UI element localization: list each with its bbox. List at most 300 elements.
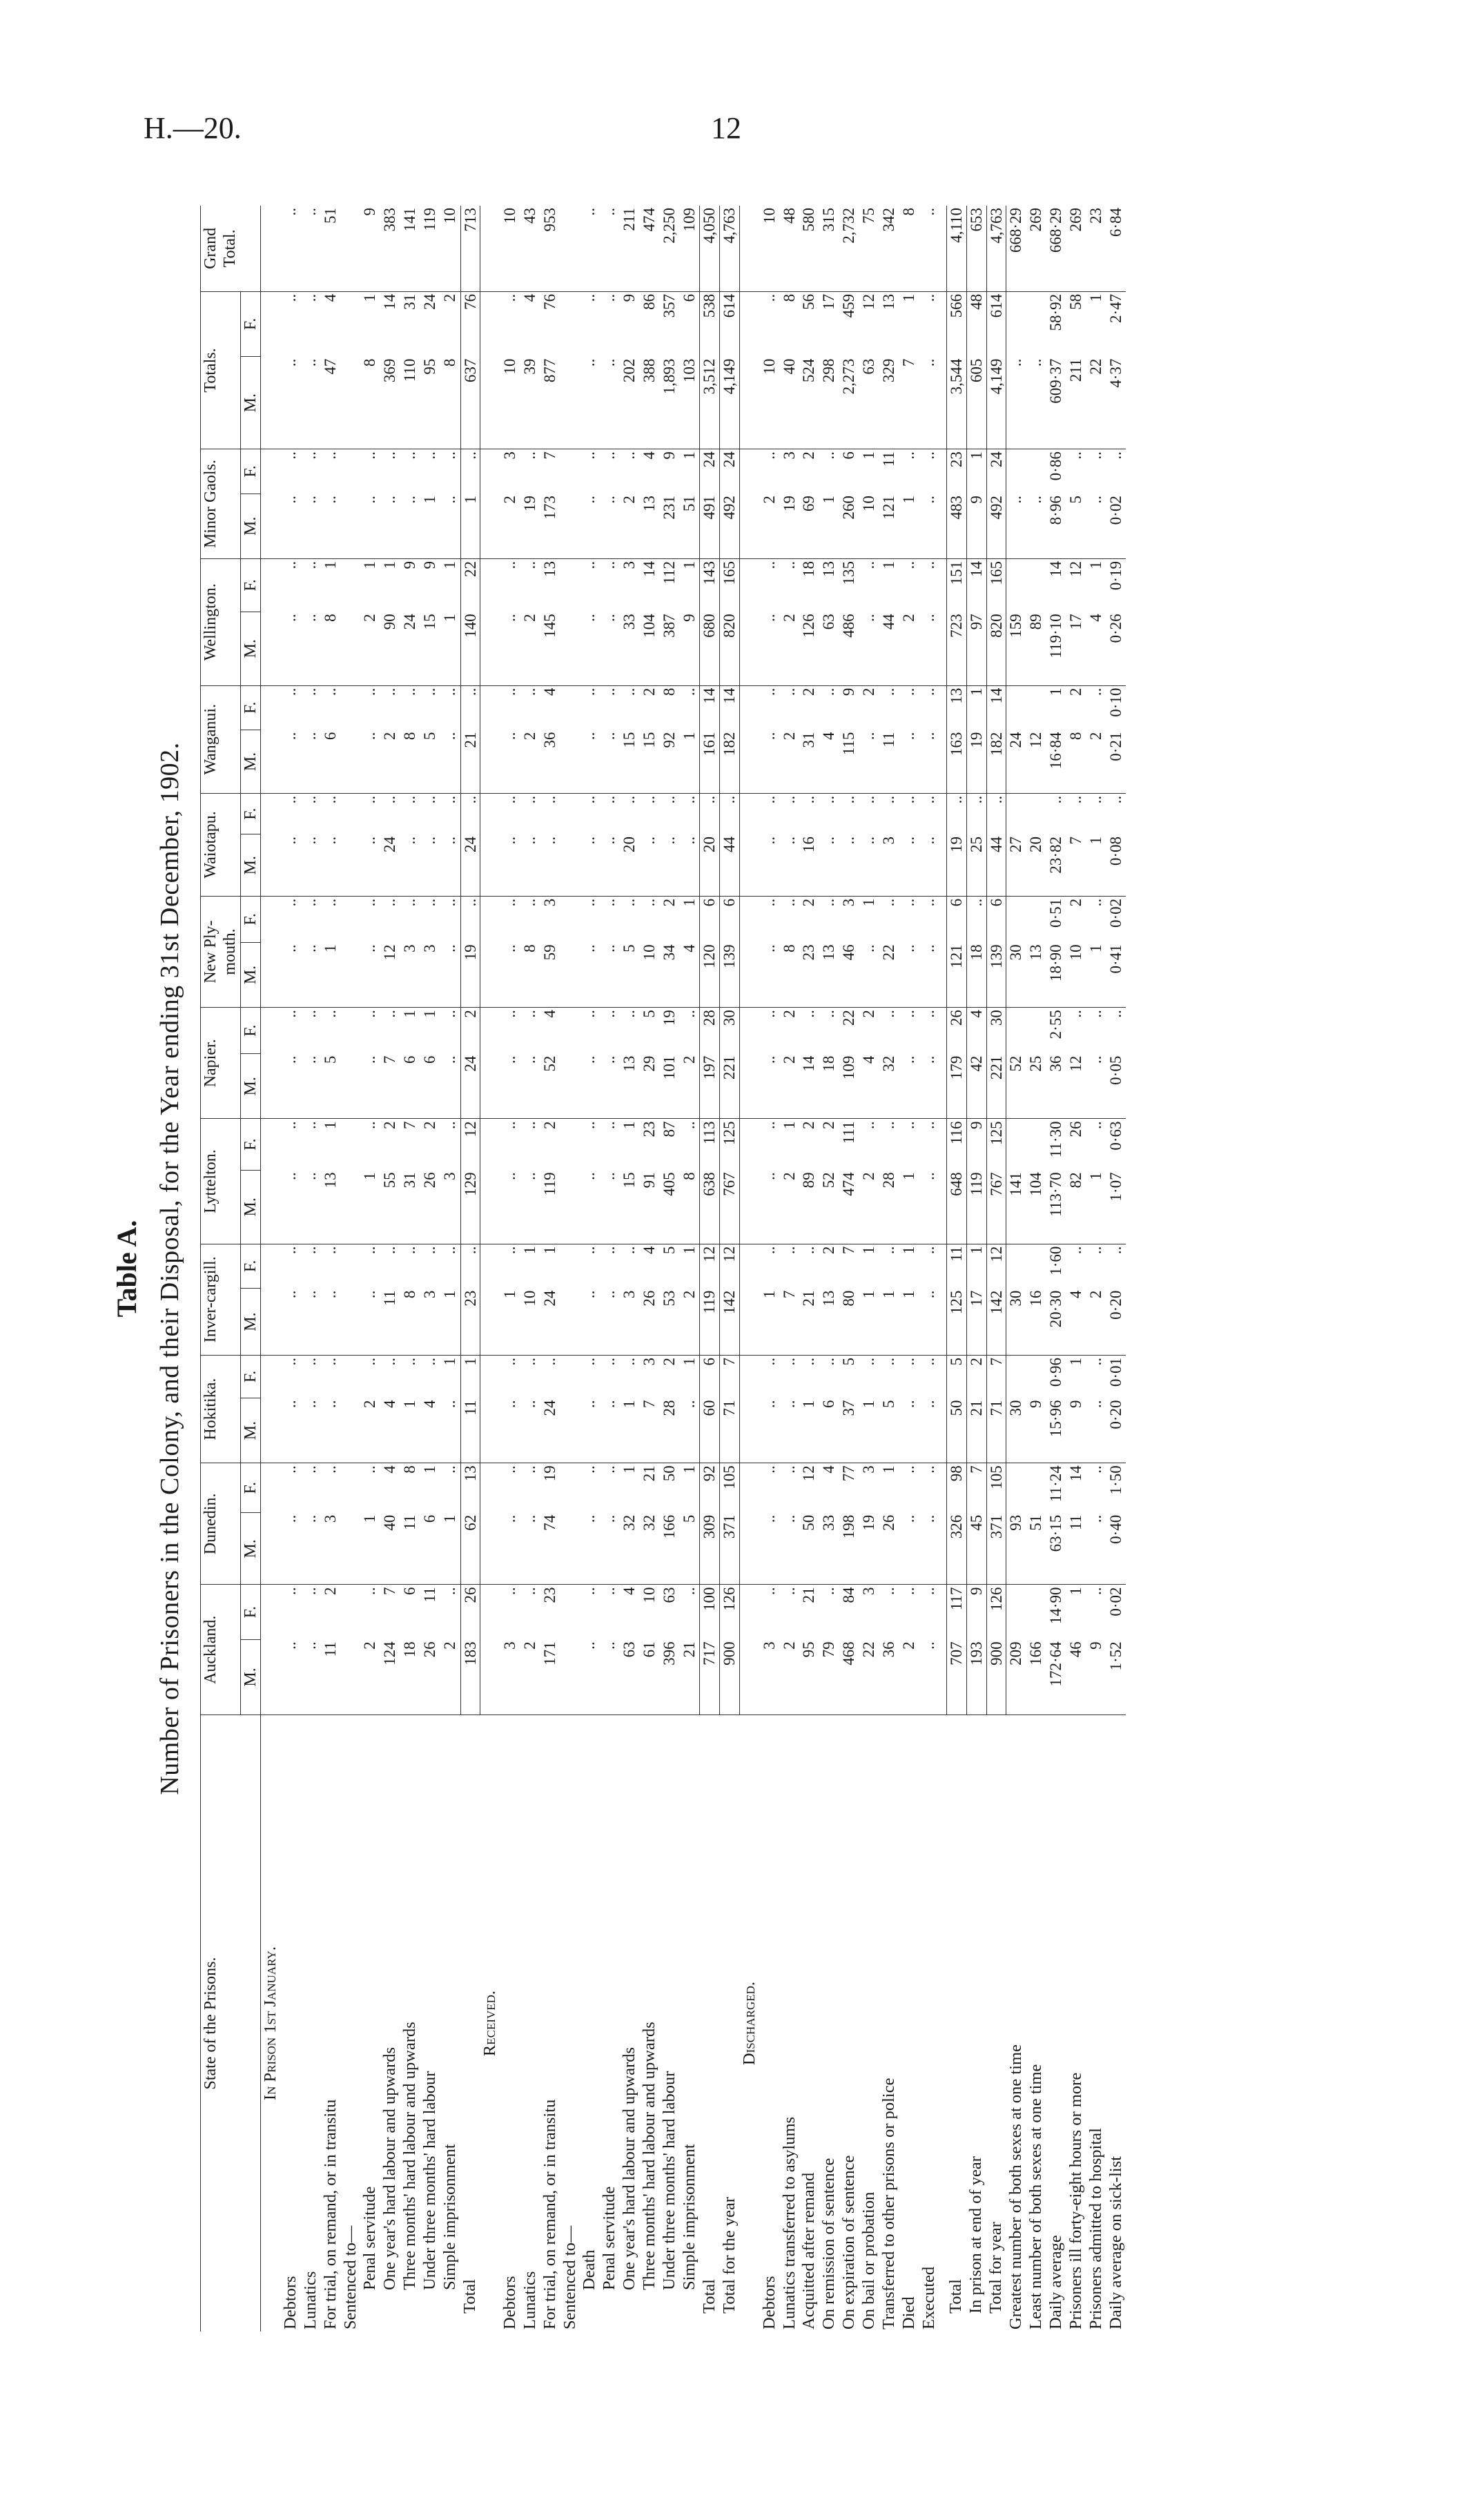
cell-value: ..: [321, 1246, 339, 1255]
prisoners-table: [200, 206, 1126, 2332]
cell-value: 1: [680, 1465, 698, 1474]
cell-value: 7: [899, 357, 919, 449]
cell-value: 20·30: [1046, 1289, 1066, 1356]
cell-value: 24: [380, 834, 400, 896]
cell-value: ..: [621, 451, 638, 460]
cell-value: ..: [281, 687, 299, 696]
cell-value: ..: [500, 687, 518, 696]
header-female: F.: [240, 793, 260, 834]
cell-value: ..: [621, 1010, 638, 1018]
cell-value: ..: [580, 494, 600, 558]
cell-value: 126: [720, 1585, 740, 1639]
cell-value: 59: [540, 942, 560, 1007]
cell-value: ..: [680, 1010, 698, 1018]
cell-value: ..: [840, 795, 858, 804]
cell-value: ..: [421, 795, 439, 804]
cell-value: 1: [420, 494, 440, 558]
cell-value: 103: [680, 357, 700, 449]
header-male: M.: [240, 1639, 260, 1714]
cell-value: 2: [1086, 1289, 1106, 1356]
cell-value: 52: [819, 1170, 839, 1244]
cell-value: 33: [620, 612, 640, 685]
cell-value: ..: [421, 898, 439, 907]
cell-value: ..: [301, 494, 321, 558]
cell-value: 3: [540, 898, 558, 907]
cell-value: ..: [381, 1246, 399, 1255]
cell-value: 2: [860, 687, 878, 696]
cell-value: ..: [899, 795, 917, 804]
cell-value: 24: [400, 612, 420, 685]
cell-value: 26: [420, 1639, 440, 1714]
cell-value: ..: [440, 834, 460, 896]
cell-value: 13: [640, 494, 660, 558]
cell-value: ..: [880, 898, 898, 907]
header-female: F.: [240, 685, 260, 730]
cell-value: ..: [360, 942, 380, 1007]
cell-value: ..: [500, 1246, 518, 1255]
cell-value: ..: [880, 1121, 898, 1129]
row-label: Executed: [919, 2266, 938, 2329]
cell-value: 11·30: [1046, 1121, 1064, 1158]
cell-value: 388: [640, 357, 660, 449]
cell-value: 5: [946, 1355, 966, 1398]
cell-value: ..: [580, 795, 598, 804]
cell-value: [341, 1289, 361, 1356]
cell-value: 13: [880, 293, 898, 310]
cell-value: 22: [859, 1639, 879, 1714]
cell-value: ..: [919, 293, 937, 302]
cell-value: 24: [460, 834, 480, 896]
header-male: M.: [240, 1513, 260, 1585]
cell-value: 30: [1006, 942, 1026, 1007]
cell-value: 6: [840, 451, 858, 460]
cell-value: ..: [460, 685, 480, 730]
cell-value: 10: [760, 206, 780, 291]
cell-value: ..: [401, 451, 419, 460]
cell-value: 14: [986, 685, 1006, 730]
cell-value: ..: [361, 795, 379, 804]
cell-value: 11: [321, 1639, 341, 1714]
cell-value: ..: [520, 1465, 538, 1474]
cell-value: 3: [860, 1465, 878, 1474]
cell-value: ..: [1066, 1246, 1084, 1255]
cell-value: 50: [661, 1465, 678, 1482]
cell-value: ..: [281, 1639, 301, 1714]
cell-value: 0·02: [1106, 1587, 1124, 1616]
cell-value: ..: [381, 687, 399, 696]
cell-value: 6: [401, 1587, 419, 1595]
cell-value: ..: [360, 834, 380, 896]
cell-value: ..: [760, 687, 778, 696]
cell-value: 14: [641, 560, 658, 577]
cell-value: ..: [500, 1465, 518, 1474]
cell-value: 50: [799, 1513, 819, 1585]
row-label: On remission of sentence: [819, 2158, 839, 2329]
cell-value: 767: [720, 1170, 740, 1244]
cell-value: ..: [919, 560, 937, 569]
cell-value: [1006, 896, 1026, 942]
cell-value: ..: [421, 451, 439, 460]
cell-value: 668·29: [1046, 206, 1066, 291]
cell-value: 32: [620, 1513, 640, 1585]
cell-value: 165: [986, 558, 1006, 612]
cell-value: 1: [1046, 687, 1064, 696]
cell-value: 28: [660, 1398, 680, 1463]
header-male: M.: [240, 494, 260, 558]
cell-value: 21: [800, 1587, 818, 1603]
cell-value: 9: [1066, 1398, 1086, 1463]
cell-value: 0·41: [1106, 942, 1126, 1007]
cell-value: ..: [919, 942, 939, 1007]
cell-value: 24: [540, 1398, 560, 1463]
cell-value: ..: [621, 1357, 638, 1366]
cell-value: ..: [321, 1465, 339, 1474]
cell-value: [560, 896, 580, 942]
cell-value: [1006, 685, 1026, 730]
cell-value: ..: [321, 687, 339, 696]
cell-value: 92: [700, 1463, 720, 1513]
cell-value: 209: [1006, 1639, 1026, 1714]
section-heading: In Prison 1st January.: [260, 1946, 280, 2101]
header-male: M.: [240, 834, 260, 896]
cell-value: 637: [460, 357, 480, 449]
cell-value: 71: [986, 1398, 1006, 1463]
cell-value: ..: [321, 834, 341, 896]
cell-value: ..: [580, 1513, 600, 1585]
cell-value: 46: [1066, 1639, 1086, 1714]
cell-value: ..: [760, 898, 778, 907]
cell-value: 12: [1026, 730, 1046, 794]
cell-value: ..: [820, 1357, 838, 1366]
cell-value: 4: [321, 293, 339, 302]
cell-value: 74: [540, 1513, 560, 1585]
cell-value: 51: [680, 494, 700, 558]
cell-value: 19: [540, 1465, 558, 1482]
cell-value: 1: [780, 1121, 798, 1129]
cell-value: ..: [500, 898, 518, 907]
cell-value: ..: [301, 1465, 319, 1474]
cell-value: 28: [700, 1008, 720, 1054]
cell-value: ..: [441, 1465, 459, 1474]
cell-value: 139: [986, 942, 1006, 1007]
cell-value: 1: [321, 942, 341, 1007]
cell-value: 105: [720, 1463, 740, 1513]
cell-value: 11: [400, 1513, 420, 1585]
cell-value: ..: [760, 293, 778, 302]
cell-value: 11: [421, 1587, 439, 1603]
cell-value: ..: [281, 1054, 301, 1119]
cell-value: ..: [460, 896, 480, 942]
cell-value: 15: [640, 730, 660, 794]
cell-value: ..: [500, 560, 518, 569]
cell-value: 21: [799, 1289, 819, 1356]
cell-value: 0·02: [1106, 494, 1126, 558]
cell-value: 12: [1066, 1054, 1086, 1119]
cell-value: 18: [966, 942, 986, 1007]
cell-value: ..: [500, 1587, 518, 1595]
cell-value: 197: [700, 1054, 720, 1119]
cell-value: [560, 942, 580, 1007]
cell-value: 2: [520, 612, 540, 685]
cell-value: 4,149: [720, 357, 740, 449]
header-prison: Waiotapu.: [201, 793, 241, 896]
cell-value: 1: [680, 451, 698, 460]
cell-value: 79: [819, 1639, 839, 1714]
cell-value: [560, 834, 580, 896]
cell-value: ..: [580, 1357, 598, 1366]
cell-value: 166: [1026, 1639, 1046, 1714]
cell-value: 18: [819, 1054, 839, 1119]
cell-value: 211: [1066, 357, 1086, 449]
cell-value: 1·52: [1106, 1639, 1126, 1714]
cell-value: 3: [760, 1639, 780, 1714]
cell-value: ..: [1086, 1398, 1106, 1463]
cell-value: 143: [700, 558, 720, 612]
cell-value: ..: [919, 1121, 937, 1129]
header-female: F.: [240, 1585, 260, 1639]
cell-value: ..: [899, 560, 917, 569]
cell-value: ..: [1086, 687, 1104, 696]
cell-value: 491: [700, 494, 720, 558]
cell-value: 8: [400, 1289, 420, 1356]
cell-value: ..: [899, 451, 917, 460]
cell-value: 139: [720, 942, 740, 1007]
cell-value: ..: [321, 1010, 339, 1018]
cell-value: 39: [520, 357, 540, 449]
cell-value: ..: [460, 449, 480, 494]
cell-value: 13: [1026, 942, 1046, 1007]
cell-value: 101: [660, 1054, 680, 1119]
cell-value: 1: [361, 293, 379, 302]
cell-value: ..: [321, 898, 339, 907]
cell-value: ..: [621, 898, 638, 907]
cell-value: 31: [400, 1170, 420, 1244]
cell-value: ..: [1086, 1513, 1106, 1585]
cell-value: ..: [520, 1054, 540, 1119]
cell-value: 24: [421, 293, 439, 310]
cell-value: 2: [967, 1357, 985, 1366]
cell-value: ..: [500, 730, 520, 794]
cell-value: ..: [760, 1357, 778, 1366]
cell-value: ..: [601, 1246, 618, 1255]
cell-value: ..: [301, 560, 319, 569]
cell-value: 2: [641, 687, 658, 696]
cell-value: ..: [580, 834, 600, 896]
cell-value: 357: [661, 293, 678, 318]
cell-value: ..: [800, 1357, 818, 1366]
cell-value: 4·37: [1106, 357, 1126, 449]
cell-value: 13: [321, 1170, 341, 1244]
cell-value: 2,273: [839, 357, 859, 449]
cell-value: 1: [860, 898, 878, 907]
cell-value: 142: [986, 1289, 1006, 1356]
cell-value: 17: [820, 293, 838, 310]
cell-value: 5: [879, 1398, 899, 1463]
cell-value: 1: [1086, 834, 1106, 896]
cell-value: ..: [421, 1357, 439, 1366]
cell-value: ..: [1086, 451, 1104, 460]
cell-value: ..: [520, 1170, 540, 1244]
cell-value: ..: [520, 834, 540, 896]
cell-value: ..: [500, 834, 520, 896]
cell-value: ..: [680, 795, 698, 804]
cell-value: ..: [301, 1054, 321, 1119]
cell-value: ..: [500, 293, 518, 302]
cell-value: 8: [780, 293, 798, 302]
cell-value: ..: [880, 1246, 898, 1255]
cell-value: ..: [441, 451, 459, 460]
cell-value: 53: [660, 1289, 680, 1356]
cell-value: 119·10: [1046, 612, 1066, 685]
cell-value: ..: [1066, 795, 1084, 804]
row-label: For trial, on remand, or in transitu: [320, 2099, 340, 2329]
cell-value: 87: [661, 1121, 678, 1137]
cell-value: 9: [360, 206, 380, 291]
cell-value: ..: [500, 1357, 518, 1366]
header-female: F.: [240, 558, 260, 612]
cell-value: 4,050: [700, 206, 720, 291]
cell-value: ..: [301, 1170, 321, 1244]
cell-value: 14·90: [1046, 1587, 1064, 1625]
cell-value: [560, 730, 580, 794]
cell-value: 12: [860, 293, 878, 310]
cell-value: 5: [420, 730, 440, 794]
cell-value: 19: [460, 942, 480, 1007]
cell-value: 614: [720, 291, 740, 356]
cell-value: [560, 793, 580, 834]
cell-value: 8·96: [1046, 494, 1066, 558]
cell-value: 10: [500, 206, 520, 291]
cell-value: 93: [1006, 1513, 1026, 1585]
cell-value: ..: [420, 834, 440, 896]
cell-value: 1: [460, 1355, 480, 1398]
row-label: Lunatics transferred to asylums: [779, 2116, 799, 2329]
cell-value: 638: [700, 1170, 720, 1244]
page-number: 12: [711, 111, 741, 145]
cell-value: 115: [839, 730, 859, 794]
cell-value: 1·50: [1106, 1465, 1124, 1495]
cell-value: ..: [580, 1246, 598, 1255]
header-male: M.: [240, 1398, 260, 1463]
cell-value: 12: [986, 1244, 1006, 1289]
cell-value: ..: [760, 1587, 778, 1595]
cell-value: 17: [966, 1289, 986, 1356]
cell-value: 538: [700, 291, 720, 356]
cell-value: ..: [600, 357, 620, 449]
cell-value: ..: [1086, 1010, 1104, 1018]
cell-value: ..: [460, 1244, 480, 1289]
cell-value: ..: [580, 206, 600, 291]
cell-value: 125: [946, 1289, 966, 1356]
cell-value: 2: [800, 1121, 818, 1129]
cell-value: 12: [1066, 560, 1084, 577]
cell-value: 2,250: [660, 206, 680, 291]
cell-value: 24: [720, 449, 740, 494]
cell-value: 1: [680, 898, 698, 907]
cell-value: 47: [321, 357, 341, 449]
cell-value: 21: [641, 1465, 658, 1482]
cell-value: 125: [720, 1119, 740, 1170]
cell-value: 76: [540, 293, 558, 310]
cell-value: 1: [1086, 1170, 1106, 1244]
cell-value: 91: [640, 1170, 660, 1244]
cell-value: ..: [580, 1587, 598, 1595]
row-label: Total: [699, 2279, 719, 2314]
cell-value: ..: [880, 1587, 898, 1595]
cell-value: ..: [760, 1513, 780, 1585]
cell-value: 10: [859, 494, 879, 558]
cell-value: ..: [580, 1010, 598, 1018]
cell-value: 32: [640, 1513, 660, 1585]
row-label: Simple imprisonment: [440, 2144, 460, 2290]
cell-value: 1: [381, 560, 399, 569]
cell-value: 25: [966, 834, 986, 896]
cell-value: 1: [421, 1465, 439, 1474]
cell-value: ..: [899, 898, 917, 907]
cell-value: 63: [859, 357, 879, 449]
cell-value: [560, 1513, 580, 1585]
cell-value: 20: [620, 834, 640, 896]
cell-value: ..: [880, 687, 898, 696]
cell-value: 7: [381, 1587, 399, 1595]
cell-value: [560, 1639, 580, 1714]
cell-value: 193: [966, 1639, 986, 1714]
cell-value: ..: [500, 942, 520, 1007]
cell-value: 18: [800, 560, 818, 577]
cell-value: 1: [540, 1246, 558, 1255]
cell-value: ..: [621, 687, 638, 696]
cell-value: ..: [580, 730, 600, 794]
cell-value: ..: [580, 942, 600, 1007]
cell-value: ..: [760, 451, 778, 460]
cell-value: ..: [1086, 494, 1106, 558]
cell-value: 1: [1086, 942, 1106, 1007]
cell-value: 9: [967, 1587, 985, 1595]
header-male: M.: [240, 357, 260, 449]
cell-value: 8: [440, 357, 460, 449]
cell-value: ..: [441, 898, 459, 907]
cell-value: ..: [381, 1010, 399, 1018]
cell-value: 2: [421, 1121, 439, 1129]
cell-value: ..: [361, 1246, 379, 1255]
cell-value: 1: [799, 1398, 819, 1463]
cell-value: 12: [460, 1119, 480, 1170]
header-female: F.: [240, 449, 260, 494]
cell-value: 0·20: [1106, 1289, 1126, 1356]
cell-value: 63: [620, 1639, 640, 1714]
cell-value: ..: [361, 1587, 379, 1595]
cell-value: 10: [500, 357, 520, 449]
cell-value: 119: [966, 1170, 986, 1244]
cell-value: 116: [946, 1119, 966, 1170]
cell-value: 8: [680, 1170, 700, 1244]
cell-value: 2: [440, 1639, 460, 1714]
cell-value: 1: [441, 1357, 459, 1366]
cell-value: 26: [420, 1170, 440, 1244]
cell-value: 4: [381, 1465, 399, 1474]
cell-value: 15: [620, 1170, 640, 1244]
cell-value: ..: [640, 834, 660, 896]
header-state: State of the Prisons.: [201, 1715, 261, 2332]
cell-value: ..: [859, 730, 879, 794]
cell-value: [1026, 896, 1046, 942]
cell-value: 0·86: [1046, 451, 1064, 481]
cell-value: 86: [641, 293, 658, 310]
cell-value: ..: [880, 1357, 898, 1366]
cell-value: 24: [1006, 730, 1026, 794]
cell-value: ..: [1006, 357, 1026, 449]
cell-value: 2: [680, 1289, 700, 1356]
